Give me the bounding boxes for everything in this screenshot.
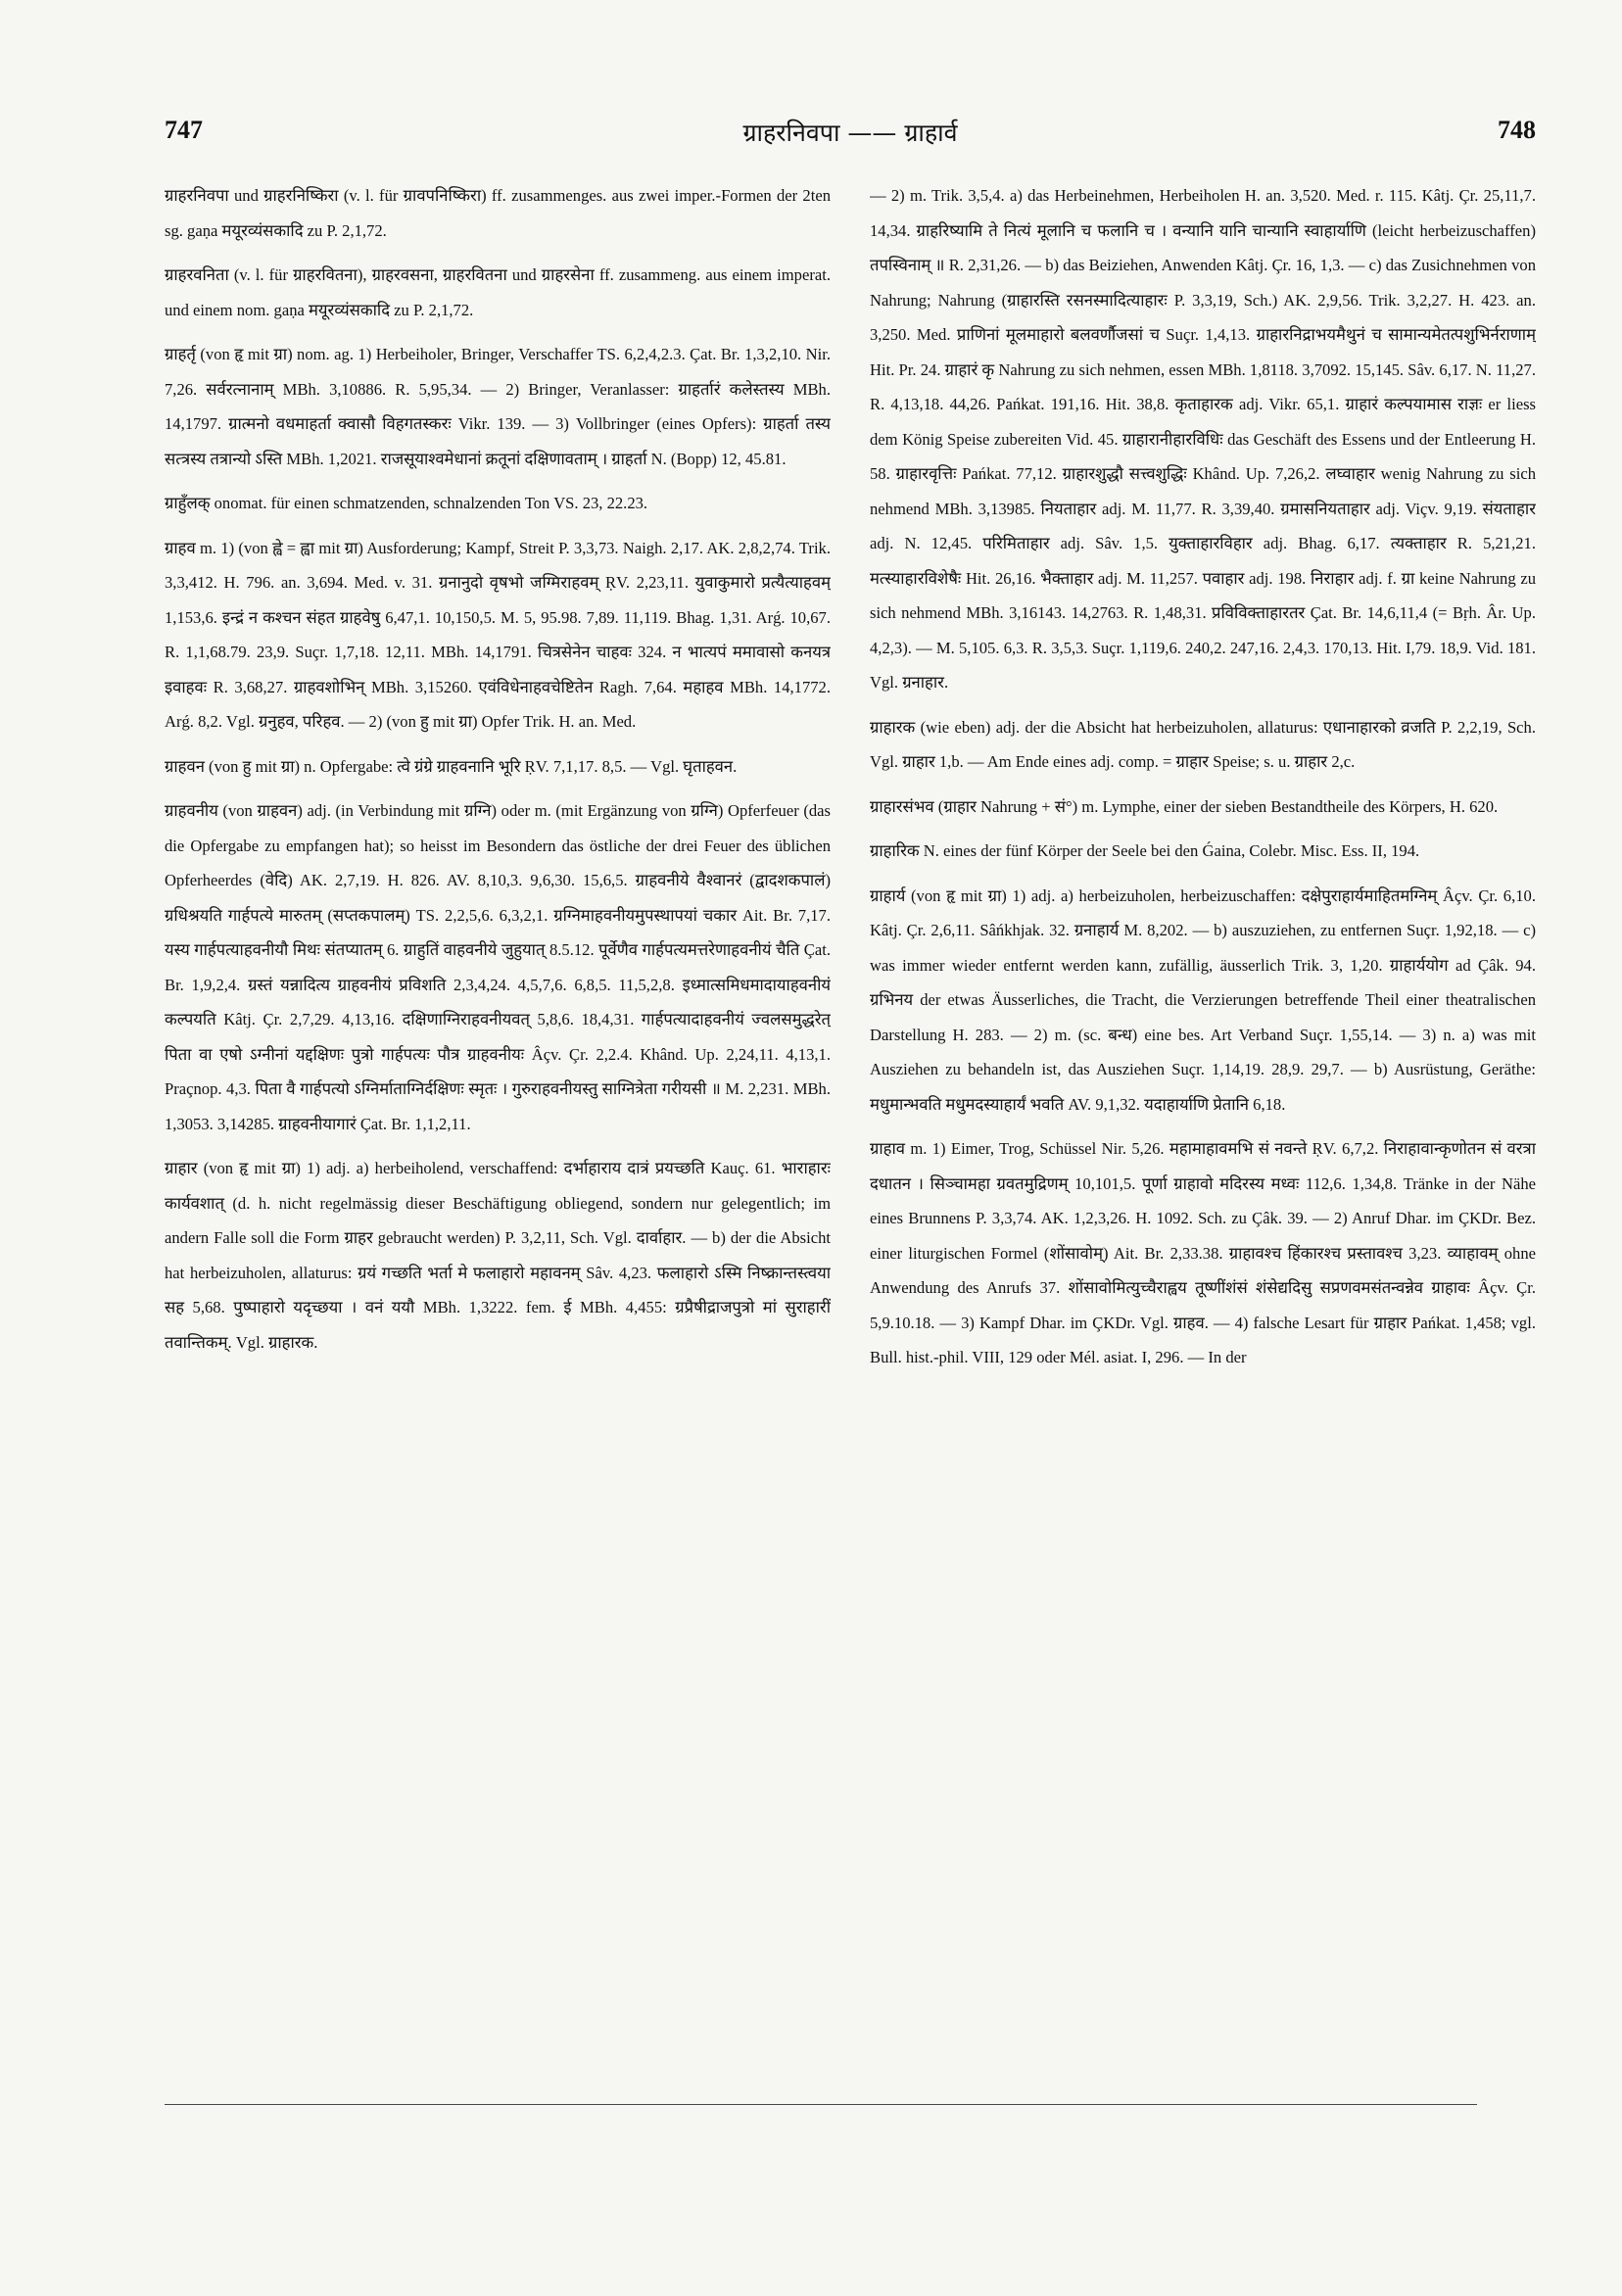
dictionary-entry: ग्राहरवनिता (v. l. für ग्राहरवितना), ग्राहरवसना, ग्राहरवितना und ग्राहरसेना ff. zusammeng. aus einem imperat. und einem nom. gaṇa मयूरव्यंसकादि zu P. 2,1,72. bbox=[165, 265, 831, 319]
right-column bbox=[870, 178, 1536, 2088]
dictionary-entry: ग्राहरनिवपा und ग्राहरनिष्किरा (v. l. für ग्रावपनिष्किरा) ff. zusammenges. aus zwei imper.-Formen der 2ten sg. gaṇa मयूरव्यंसकादि zu P. 2,1,72. bbox=[165, 186, 831, 240]
dictionary-entry: ग्राहवन (von हु mit ग्रा) n. Opfergabe: त्वे ग्रंग्रे ग्राहवनानि भूरि ṚV. 7,1,17. 8,5. — Vgl. घृताहवन. bbox=[165, 756, 738, 776]
dictionary-entry: ग्राहार (von हृ mit ग्रा) 1) adj. a) herbeiholend, verschaffend: दर्भाहाराय दात्रं प्रयच्छति Kauç. 61. भाराहारः कार्यवशात् (d. h. nicht regelmässig dieser Beschäftigung obliegend, sondern nur gelegentlich; im andern Falle soll die Form ग्राहर gebraucht werden) P. 3,2,11, Sch. Vgl. दार्वाहार. — b) der die Absicht hat herbeizuholen, allaturus: ग्रयं गच्छति भर्ता मे फलाहारो महावनम् Sâv. 4,23. फलाहारो ऽस्मि निष्क्रान्तस्त्वया सह 5,68. पुष्पाहारो यदृच्छया । वनं ययौ MBh. 1,3222. fem. ई MBh. 4,455: ग्रप्रैषीद्राजपुत्रो मां सुराहारीं तवान्तिकम्. Vgl. ग्राहारक. bbox=[165, 1159, 831, 1352]
dictionary-entry: ग्राहारसंभव (ग्राहार Nahrung + सं°) m. Lymphe, einer der sieben Bestandtheile des Körpers, H. 620. bbox=[870, 796, 1499, 816]
page-number-right: 748 bbox=[1498, 116, 1536, 144]
footer-rule bbox=[165, 2104, 1477, 2105]
dictionary-entry: — 2) m. Trik. 3,5,4. a) das Herbeinehmen, Herbeiholen H. an. 3,520. Med. r. 115. Kâtj. Çr. 25,11,7. 14,34. ग्राहरिष्यामि ते नित्यं मूलानि च फलानि च । वन्यानि यानि चान्यानि स्वाहार्याणि (leicht herbeizuschaffen) तपस्विनाम् ॥ R. 2,31,26. — b) das Beiziehen, Anwenden Kâtj. Çr. 16, 1,3. — c) das Zusichnehmen von Nahrung; Nahrung (ग्राहारस्ति रसनस्मादित्याहारः P. 3,3,19, Sch.) AK. 2,9,56. Trik. 3,2,27. H. 423. an. 3,250. Med. प्राणिनां मूलमाहारो बलवर्णौजसां च Suçr. 1,4,13. ग्राहारनिद्राभयमैथुनं च सामान्यमेतत्पशुभिर्नराणाम् Hit. Pr. 24. ग्राहारं कृ Nahrung zu sich nehmen, essen MBh. 1,8118. 3,7092. 15,145. Sâv. 6,17. N. 11,27. R. 4,13,18. 44,26. Pańkat. 191,16. Hit. 38,8. कृताहारक adj. Vikr. 65,1. ग्राहारं कल्पयामास राज्ञः er liess dem König Speise zubereiten Vid. 45. ग्राहारानीहारविधिः das Geschäft des Essens und der Entleerung H. 58. ग्राहारवृत्तिः Pańkat. 77,12. ग्राहारशुद्धौ सत्त्वशुद्धिः Khând. Up. 7,26,2. लघ्वाहार wenig Nahrung zu sich nehmend MBh. 3,13985. नियताहार adj. M. 11,77. R. 3,39,40. ग्रमासनियताहार adj. Viçv. 9,19. संयताहार adj. N. 12,45. परिमिताहार adj. Sâv. 1,5. युक्ताहारविहार adj. Bhag. 6,17. त्यक्ताहार R. 5,21,21. मत्स्याहारविशेषैः Hit. 26,16. भैक्ताहार adj. M. 11,257. पवाहार adj. 198. निराहार adj. f. ग्रा keine Nahrung zu sich nehmend MBh. 3,16143. 14,2763. R. 1,48,31. प्रविविक्ताहारतर Çat. Br. 14,6,11,4 (= Bṛh. Âr. Up. 4,2,3). — M. 5,105. 6,3. R. 3,5,3. Suçr. 1,119,6. 240,2. 247,16. 2,4,3. 170,13. Hit. I,79. 18,9. Vid. 181. Vgl. ग्रनाहार. bbox=[870, 186, 1536, 692]
dictionary-entry: ग्राहव m. 1) (von ह्वे = ह्वा mit ग्रा) Ausforderung; Kampf, Streit P. 3,3,73. Naigh. 2,17. AK. 2,8,2,74. Trik. 3,3,412. H. 796. an. 3,694. Med. v. 31. ग्रनानुदो वृषभो जग्मिराहवम् ṚV. 2,23,11. युवाकुमारो प्रत्यैत्याहवम् 1,153,6. इन्द्रं न कश्चन संहत ग्राहवेषु 6,47,1. 10,150,5. M. 5, 95.98. 7,89. 11,119. Bhag. 1,31. Arǵ. 10,67. R. 1,1,68.79. 23,9. Suçr. 1,7,18. 12,11. MBh. 14,1791. चित्रसेनेन चाहवः 324. न भात्यपं ममावासो कनयत्र इवाहवः R. 3,68,27. ग्राहवशोभिन् MBh. 3,15260. एवंविधेनाहवचेष्टितेन Ragh. 7,64. महाहव MBh. 14,1772. Arǵ. 8,2. Vgl. ग्रनुहव, परिहव. — 2) (von हु mit ग्रा) Opfer Trik. H. an. Med. bbox=[165, 538, 831, 731]
left-column bbox=[165, 178, 831, 2088]
dictionary-entry: ग्राहाव m. 1) Eimer, Trog, Schüssel Nir. 5,26. महामाहावमभि सं नवन्ते ṚV. 6,7,2. निराहावान्कृणोतन सं वरत्रा दधातन । सिञ्चामहा ग्रवतमुद्रिणम् 10,101,5. पूर्णा ग्राहावो मदिरस्य मध्वः 112,6. 1,34,8. Tränke in der Nähe eines Brunnens P. 3,3,74. AK. 1,2,3,26. H. 1092. Sch. zu Çâk. 39. — 2) Anruf Dhar. im ÇKDr. Bez. einer liturgischen Formel (शोंसावोम्) Ait. Br. 2,33.38. ग्राहावश्च हिंकारश्च प्रस्तावश्च 3,23. व्याहावम् ohne Anwendung des Anrufs 37. शोंसावोमित्युच्चैराह्वय तूष्णींशंसं शंसेद्यदिसु सप्रणवमसंतन्वन्नेव ग्राहावः Âçv. Çr. 5,9.10.18. — 3) Kampf Dhar. im ÇKDr. Vgl. ग्राहव. — 4) falsche Lesart für ग्राहार Pańkat. 1,458; vgl. Bull. hist.-phil. VIII, 129 oder Mél. asiat. I, 296. — In der bbox=[870, 1139, 1536, 1366]
page-number-left: 747 bbox=[165, 116, 203, 144]
dictionary-entry: ग्राहार्य (von हृ mit ग्रा) 1) adj. a) herbeizuholen, herbeizuschaffen: दक्षेपुराहार्यमाहितमग्निम् Âçv. Çr. 6,10. Kâtj. Çr. 2,6,11. Sâńkhjak. 32. ग्रनाहार्य M. 8,202. — b) auszuziehen, zu entfernen Suçr. 1,92,18. — c) was immer wieder entfernt werden kann, zufällig, äusserlich Trik. 3, 1,20. ग्राहार्ययोग ad Çâk. 94. ग्रभिनय der etwas Äusserliches, die Tracht, die Verzierungen betreffende Theil einer theatralischen Darstellung H. 283. — 2) m. (sc. बन्ध) eine bes. Art Verband Suçr. 1,55,14. — 3) n. a) was mit Ausziehen zu behandeln ist, das Ausziehen Suçr. 1,14,19. 28,9. 29,7. — b) Ausrüstung, Geräthe: मधुमान्भवति मधुमदस्याहार्यं भवति AV. 9,1,32. यदाहार्याणि प्रेतानि 6,18. bbox=[870, 885, 1536, 1114]
dictionary-entry: ग्राहुँलक् onomat. für einen schmatzenden, schnalzenden Ton VS. 23, 22.23. bbox=[165, 494, 648, 512]
dictionary-entry: ग्राहारक (wie eben) adj. der die Absicht hat herbeizuholen, allaturus: एधानाहारको व्रजति P. 2,2,19, Sch. Vgl. ग्राहार 1,b. — Am Ende eines adj. comp. = ग्राहार Speise; s. u. ग्राहार 2,c. bbox=[870, 717, 1536, 771]
page-header bbox=[165, 116, 1536, 155]
dictionary-entry: ग्राहारिक N. eines der fünf Körper der Seele bei den Ǵaina, Colebr. Misc. Ess. II, 194. bbox=[870, 841, 1420, 860]
dictionary-entry: ग्राहर्तृ (von हृ mit ग्रा) nom. ag. 1) Herbeiholer, Bringer, Verschaffer TS. 6,2,4,2.3. Çat. Br. 1,3,2,10. Nir. 7,26. सर्वरत्नानाम् MBh. 3,10886. R. 5,95,34. — 2) Bringer, Veranlasser: ग्राहर्तारं कलेस्तस्य MBh. 14,1797. ग्रात्मनो वधमाहर्ता क्वासौ विहगतस्करः Vikr. 139. — 3) Vollbringer (eines Opfers): ग्राहर्ता तस्य सत्त्रस्य तत्रान्यो ऽस्ति MBh. 1,2021. राजसूयाश्वमेधानां क्रतूनां दक्षिणावताम् । ग्राहर्ता N. (Bopp) 12, 45.81. bbox=[165, 345, 831, 468]
dictionary-entry: ग्राहवनीय (von ग्राहवन) adj. (in Verbindung mit ग्रग्नि) oder m. (mit Ergänzung von ग्रग्नि) Opferfeuer (das die Opfergabe zu empfangen hat); so heisst im Besondern das östliche der drei Feuer des üblichen Opferheerdes (वेदि) AK. 2,7,19. H. 826. AV. 8,10,3. 9,6,30. 15,6,5. ग्राहवनीये वैश्वानरं (द्वादशकपालं) ग्रधिश्रयति गार्हपत्ये मारुतम् (सप्तकपालम्) TS. 2,2,5,6. 6,3,2,1. ग्रग्निमाहवनीयमुपस्थापयां चकार Ait. Br. 7,17. यस्य गार्हपत्याहवनीयौ मिथः संतप्यातम् 6. ग्राहुतिं वाहवनीये जुहुयात् 8.5.12. पूर्वेणैव गार्हपत्यमत्तरेणाहवनीयं चैति Çat. Br. 1,9,2,4. ग्रस्तं यन्नादित्य ग्राहवनीयं प्रविशति 2,3,4,24. 4,5,7,6. 6,8,5. 11,5,2,8. इध्मात्समिधमादायाहवनीयं कल्पयति Kâtj. Çr. 2,7,29. 4,13,16. दक्षिणाग्निराहवनीयवत् 5,8,6. 18,4,31. गार्हपत्यादाहवनीयं ज्वलसमुद्धरेत् पिता वा एषो ऽग्नीनां यद्दक्षिणः पुत्रो गार्हपत्यः पौत्र ग्राहवनीयः Âçv. Çr. 2,2.4. Khând. Up. 2,24,11. 4,13,1. Praçnop. 4,3. पिता वै गार्हपत्यो ऽग्निर्माताग्निर्दक्षिणः स्मृतः । गुरुराहवनीयस्तु साग्नित्रेता गरीयसी ॥ M. 2,231. MBh. 1,3053. 3,14285. ग्राहवनीयागारं Çat. Br. 1,1,2,11. bbox=[165, 801, 831, 1133]
running-title: ग्राहरनिवपा —— ग्राहार्व bbox=[742, 119, 958, 147]
